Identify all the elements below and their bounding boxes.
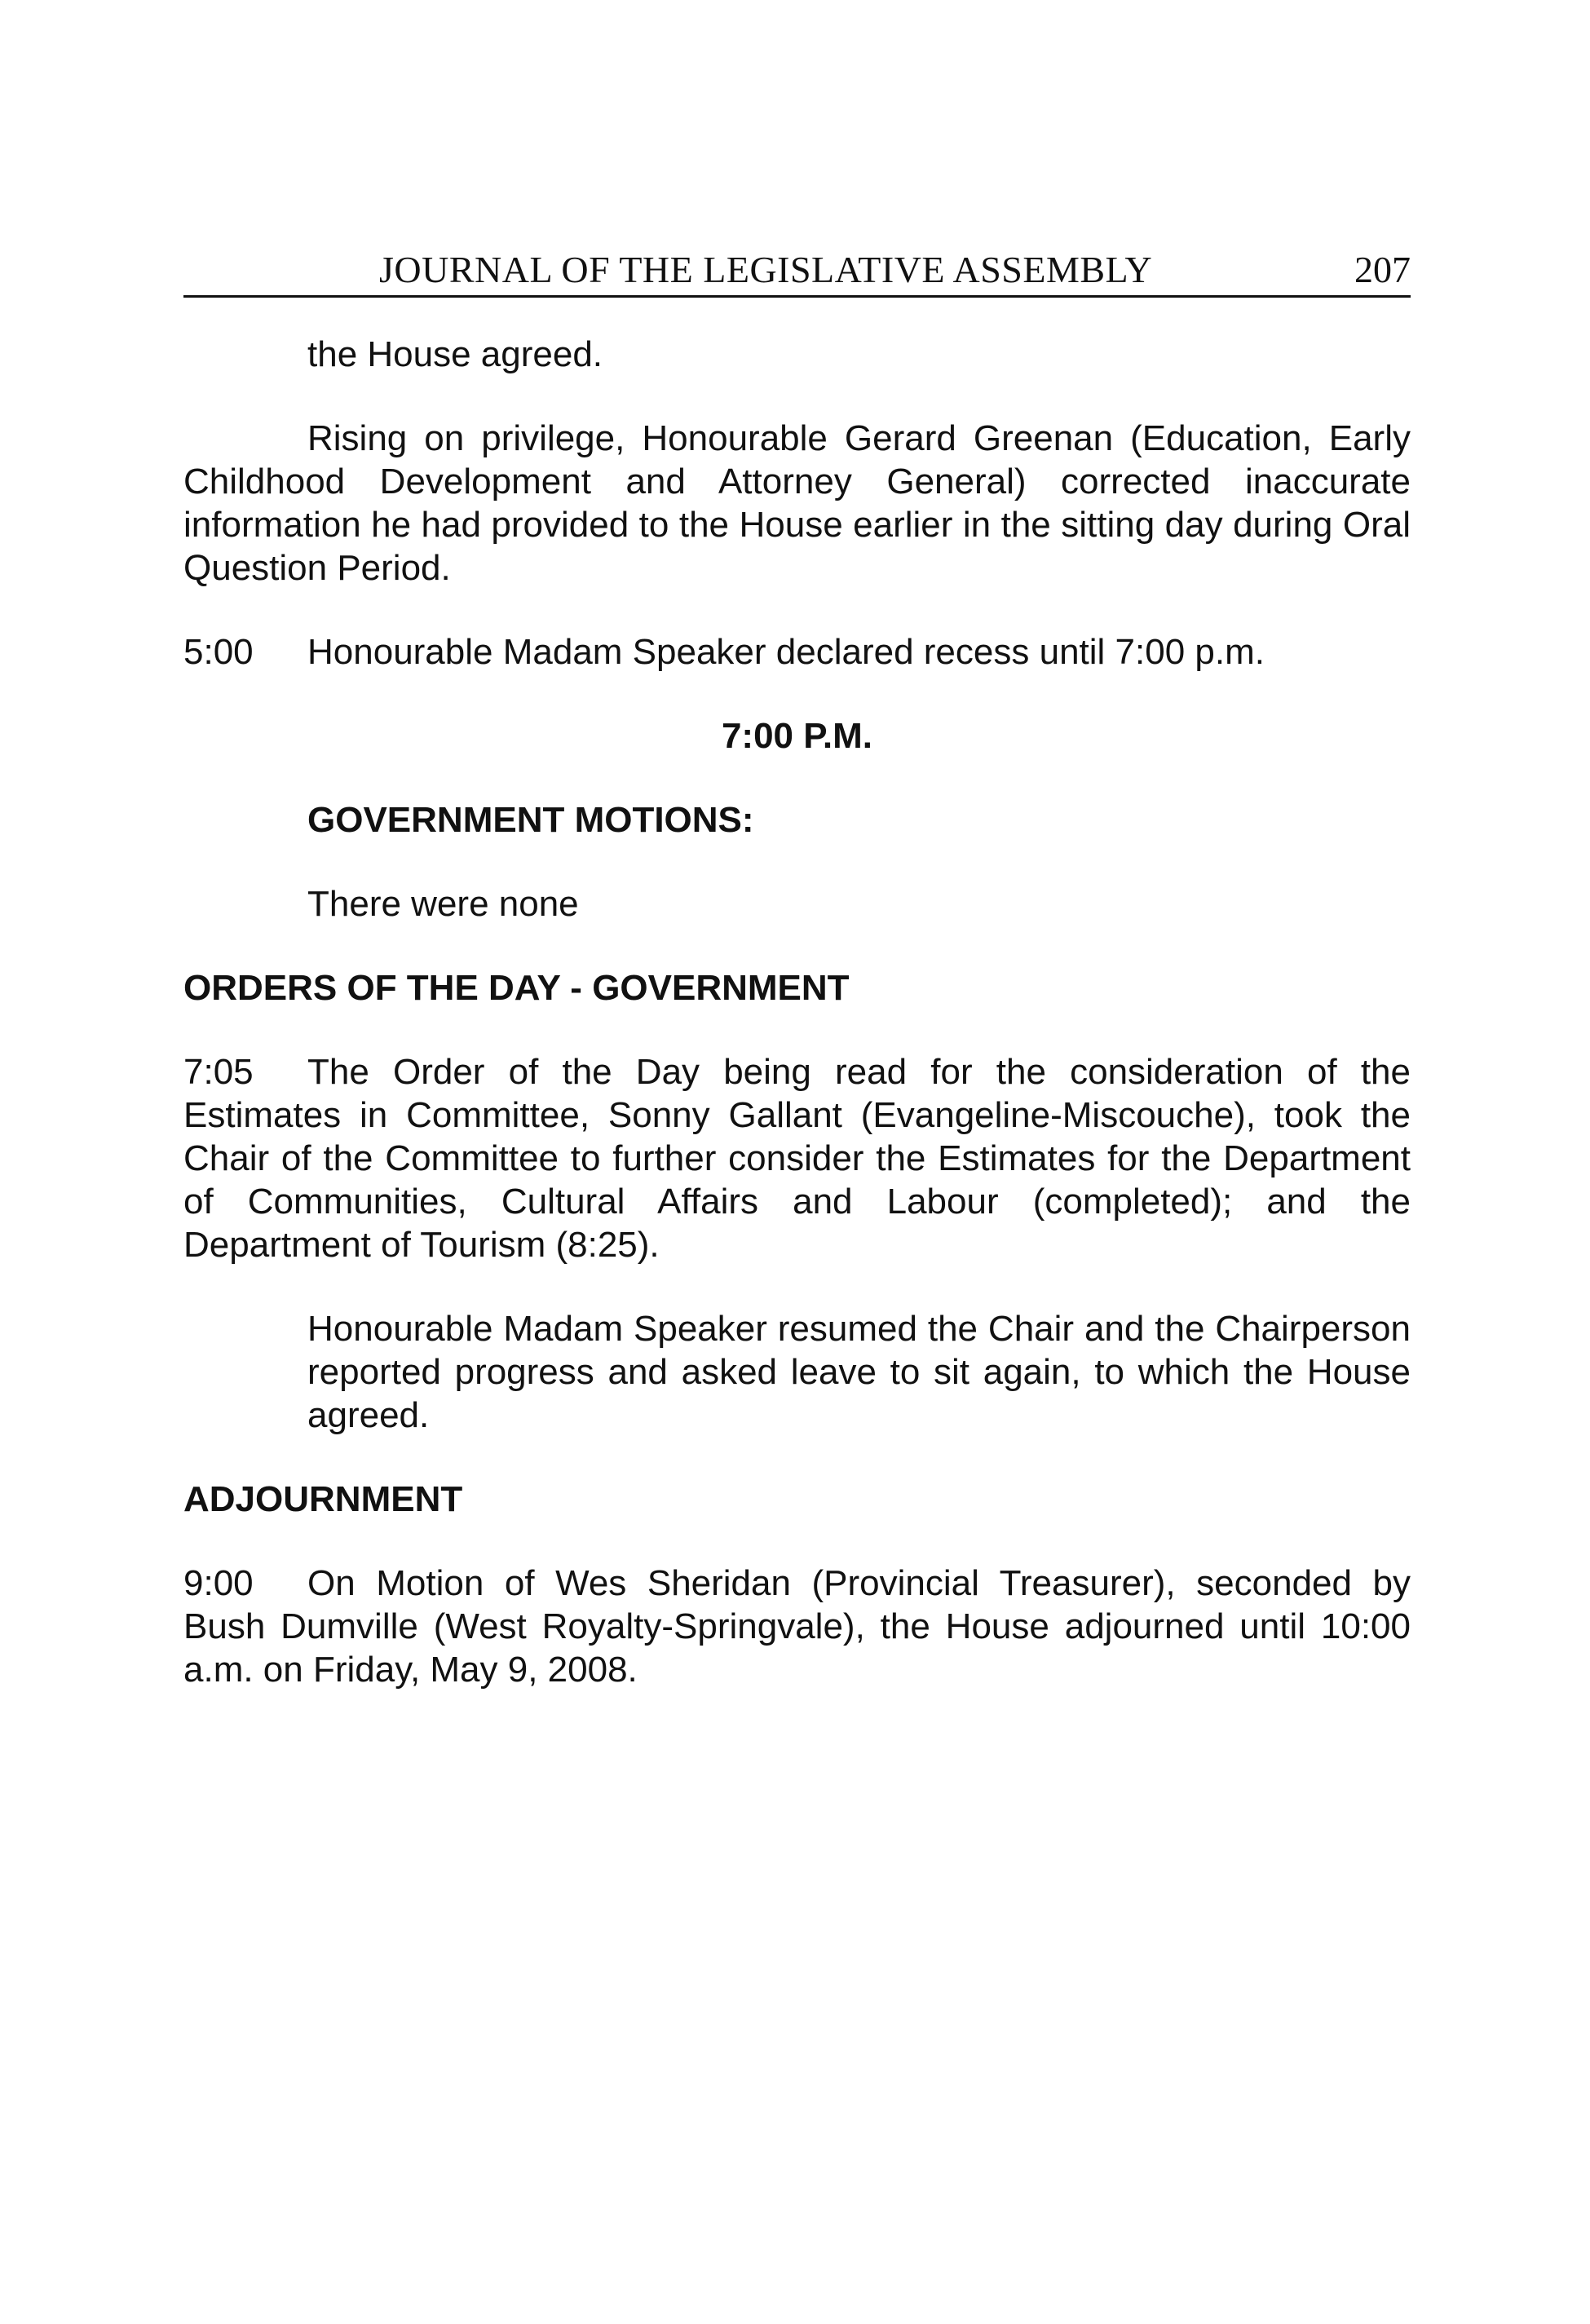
orders-time: 7:05 xyxy=(183,1052,254,1092)
speaker-resumed-paragraph: Honourable Madam Speaker resumed the Chair and the Chairperson reported progress and asked leave to sit again, to which the House agreed. xyxy=(307,1309,1411,1435)
recess-text: Honourable Madam Speaker declared recess until 7:00 p.m. xyxy=(307,632,1265,672)
journal-body xyxy=(183,333,1411,1691)
journal-title: JOURNAL OF THE LEGISLATIVE ASSEMBLY xyxy=(379,249,1153,290)
government-motions-heading: GOVERNMENT MOTIONS: xyxy=(307,800,754,840)
page-header xyxy=(183,245,1411,298)
adjournment-heading: ADJOURNMENT xyxy=(183,1479,463,1519)
adjournment-time: 9:00 xyxy=(183,1563,254,1603)
evening-time-heading: 7:00 P.M. xyxy=(721,716,873,756)
privilege-paragraph: Rising on privilege, Honourable Gerard Greenan (Education, Early Childhood Development and Attorney General) corrected inaccurate information he had provided to the House earlier in the sitting day during Oral Question Period. xyxy=(183,418,1411,588)
recess-time: 5:00 xyxy=(183,632,254,672)
adjournment-entry xyxy=(183,1562,1411,1691)
orders-of-the-day-heading: ORDERS OF THE DAY - GOVERNMENT xyxy=(183,968,850,1008)
orders-entry xyxy=(183,1050,1411,1266)
recess-entry xyxy=(183,630,1411,674)
government-motions-text: There were none xyxy=(307,884,579,924)
orders-text: The Order of the Day being read for the consideration of the Estimates in Committee, Sonny Gallant (Evangeline-Miscouche), took the Chair of the Committee to further consider the Estimates for the Department of Communities, Cultural Affairs and Labour (completed); and the Department of Tourism (8:25). xyxy=(183,1052,1411,1265)
house-agreed-paragraph: the House agreed. xyxy=(307,334,603,374)
page-number: 207 xyxy=(1354,249,1411,290)
adjournment-text: On Motion of Wes Sheridan (Provincial Treasurer), seconded by Bush Dumville (West Royalty-Springvale), the House adjourned until 10:00 a.m. on Friday, May 9, 2008. xyxy=(183,1563,1411,1690)
